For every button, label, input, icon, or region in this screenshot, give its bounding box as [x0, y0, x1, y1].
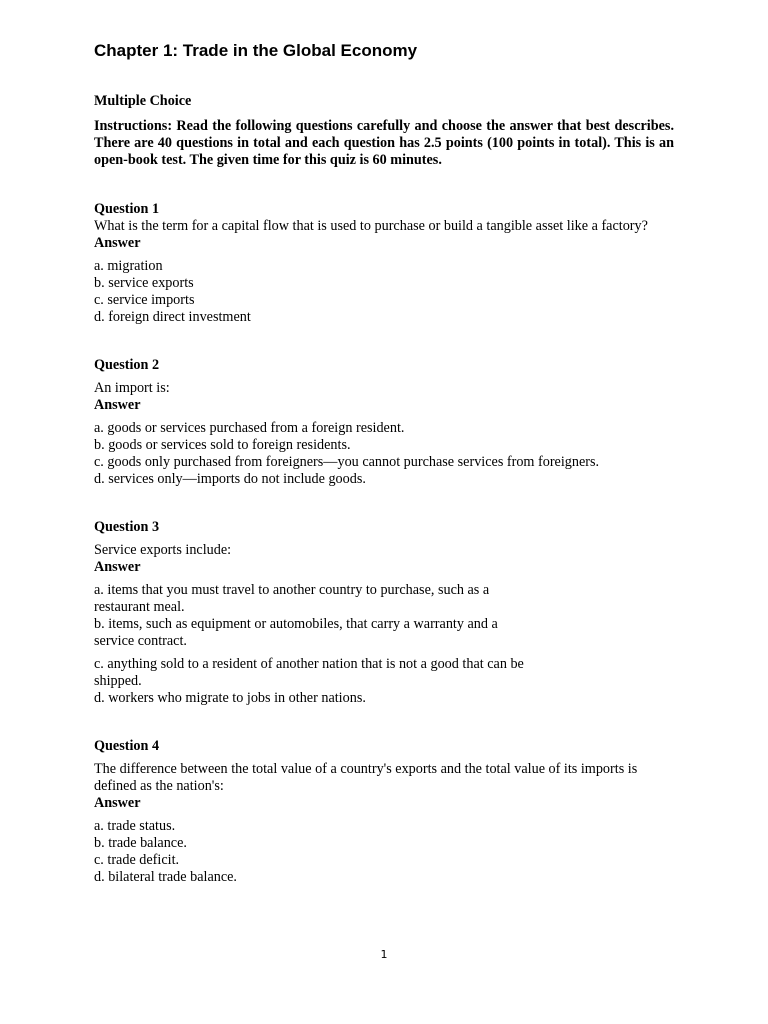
- option-group: [94, 582, 539, 650]
- option-c[interactable]: c. goods only purchased from foreigners—you cannot purchase services from foreigners.: [94, 454, 600, 470]
- question-1: [94, 201, 674, 326]
- question-title: Question 3: [94, 519, 160, 535]
- question-text: The difference between the total value of a country's exports and the total value of its imports is defined as the nation's:: [94, 761, 638, 794]
- question-3: [94, 519, 674, 707]
- question-4: [94, 738, 674, 886]
- instructions: Instructions: Read the following questions carefully and choose the answer that best describes. There are 40 questions in total and each question has 2.5 points (100 points in total). This is an open-book test. The given time for this quiz is 60 minutes.: [94, 118, 674, 168]
- option-group: [94, 656, 569, 707]
- option-c[interactable]: c. anything sold to a resident of another nation that is not a good that can be shipped.: [94, 656, 524, 689]
- answer-options: [94, 258, 674, 326]
- option-a[interactable]: a. goods or services purchased from a foreign resident.: [94, 420, 405, 436]
- page-number: 1: [380, 948, 388, 961]
- section-heading: Multiple Choice: [94, 93, 192, 109]
- answer-options: [94, 818, 674, 886]
- quiz-content: [94, 93, 674, 917]
- option-c[interactable]: c. service imports: [94, 292, 195, 308]
- option-b[interactable]: b. goods or services sold to foreign residents.: [94, 437, 351, 453]
- option-d[interactable]: d. bilateral trade balance.: [94, 869, 237, 885]
- question-title: Question 4: [94, 738, 160, 754]
- answer-label: Answer: [94, 559, 141, 575]
- question-text: An import is:: [94, 380, 170, 396]
- answer-label: Answer: [94, 235, 141, 251]
- option-a[interactable]: a. items that you must travel to another country to purchase, such as a restaurant meal.: [94, 582, 490, 615]
- question-text: What is the term for a capital flow that is used to purchase or build a tangible asset like a factory?: [94, 218, 648, 234]
- option-a[interactable]: a. trade status.: [94, 818, 176, 834]
- option-b[interactable]: b. trade balance.: [94, 835, 187, 851]
- option-a[interactable]: a. migration: [94, 258, 163, 274]
- option-b[interactable]: b. service exports: [94, 275, 194, 291]
- option-c[interactable]: c. trade deficit.: [94, 852, 180, 868]
- option-d[interactable]: d. workers who migrate to jobs in other nations.: [94, 690, 366, 706]
- option-b[interactable]: b. items, such as equipment or automobiles, that carry a warranty and a service contract.: [94, 616, 498, 649]
- answer-label: Answer: [94, 397, 141, 413]
- option-d[interactable]: d. services only—imports do not include goods.: [94, 471, 366, 487]
- chapter-title: Chapter 1: Trade in the Global Economy: [94, 41, 418, 60]
- question-2: [94, 357, 674, 488]
- question-title: Question 2: [94, 357, 160, 373]
- option-d[interactable]: d. foreign direct investment: [94, 309, 251, 325]
- answer-label: Answer: [94, 795, 141, 811]
- question-text: Service exports include:: [94, 542, 232, 558]
- answer-options: [94, 582, 674, 707]
- answer-options: [94, 420, 674, 488]
- question-title: Question 1: [94, 201, 160, 217]
